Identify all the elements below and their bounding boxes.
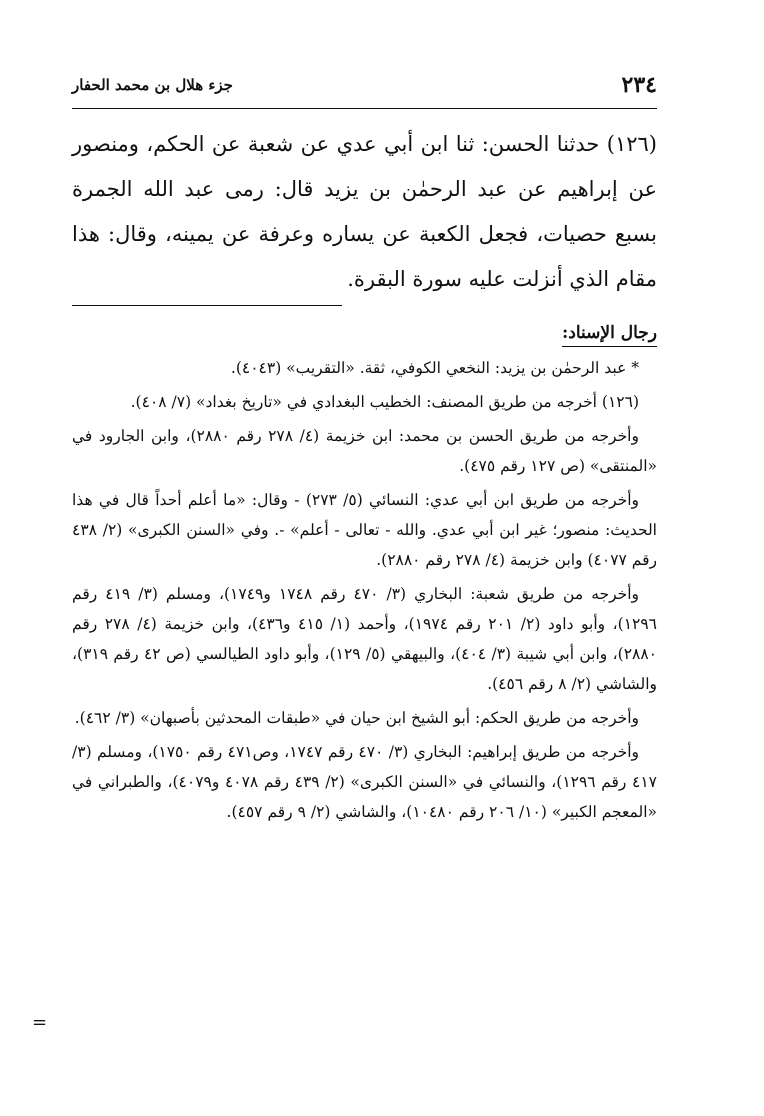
page-header — [72, 72, 657, 102]
section-divider — [72, 305, 342, 306]
note-paragraph: وأخرجه من طريق الحسن بن محمد: ابن خزيمة (٤/ ٢٧٨ رقم ٢٨٨٠)، وابن الجارود في «المنتقى» (ص ١٢٧ رقم ٤٧٥). — [72, 427, 657, 475]
running-title: جزء هلال بن محمد الحفار — [72, 76, 233, 94]
continuation-mark: = — [32, 1012, 48, 1033]
hadith-text: (١٢٦) حدثنا الحسن: ثنا ابن أبي عدي عن شعبة عن الحكم، ومنصور عن إبراهيم عن عبد الرحمٰن بن يزيد قال: رمى عبد الله الجمرة بسبع حصيات، فجعل الكعبة عن يساره وعرفة عن يمينه، وقال: هذا مقام الذي أنزلت عليه سورة البقرة. — [72, 132, 657, 291]
header-divider — [72, 108, 657, 109]
note-paragraph: وأخرجه من طريق شعبة: البخاري (٣/ ٤٧٠ رقم ١٧٤٨ و١٧٤٩)، ومسلم (٣/ ٤١٩ رقم ١٢٩٦)، وأبو داود (٢/ ٢٠١ رقم ١٩٧٤)، وأحمد (١/ ٤١٥ و٤٣٦)، وابن خزيمة (٤/ ٢٧٨ رقم ٢٨٨٠)، وابن أبي شيبة (٣/ ٤٠٤)، والبيهقي (٥/ ١٢٩)، وأبو داود الطيالسي (ص ٤٢ رقم ٣١٩)، والشاشي (٢/ ٨ رقم ٤٥٦). — [72, 585, 658, 693]
note-paragraph: وأخرجه من طريق إبراهيم: البخاري (٣/ ٤٧٠ رقم ١٧٤٧، وص٤٧١ رقم ١٧٥٠)، ومسلم (٣/ ٤١٧ رقم ١٢٩٦)، والنسائي في «السنن الكبرى» (٢/ ٤٣٩ رقم ٤٠٧٨ و٤٠٧٩)، والطبراني في «المعجم الكبير» (١٠/ ٢٠٦ رقم ١٠٤٨٠)، والشاشي (٢/ ٩ رقم ٤٥٧). — [72, 743, 657, 821]
hadith-text-block — [72, 122, 657, 302]
notes-heading: رجال الإسناد: — [562, 320, 657, 347]
page-number: ٢٣٤ — [621, 72, 657, 98]
footnotes-section — [72, 318, 657, 831]
note-paragraph: وأخرجه من طريق الحكم: أبو الشيخ ابن حيان في «طبقات المحدثين بأصبهان» (٣/ ٤٦٢). — [74, 709, 639, 727]
note-paragraph: (١٢٦) أخرجه من طريق المصنف: الخطيب البغدادي في «تاريخ بغداد» (٧/ ٤٠٨). — [130, 393, 639, 411]
note-paragraph: وأخرجه من طريق ابن أبي عدي: النسائي (٥/ ٢٧٣) - وقال: «ما أعلم أحداً قال في هذا الحديث: منصور؛ غير ابن أبي عدي. والله - تعالى - أعلم» -. وفي «السنن الكبرى» (٢/ ٤٣٨ رقم ٤٠٧٧) وابن خزيمة (٤/ ٢٧٨ رقم ٢٨٨٠). — [72, 491, 657, 569]
note-paragraph: * عبد الرحمٰن بن يزيد: النخعي الكوفي، ثقة. «التقريب» (٤٠٤٣). — [230, 359, 639, 377]
book-page — [32, 0, 658, 1116]
